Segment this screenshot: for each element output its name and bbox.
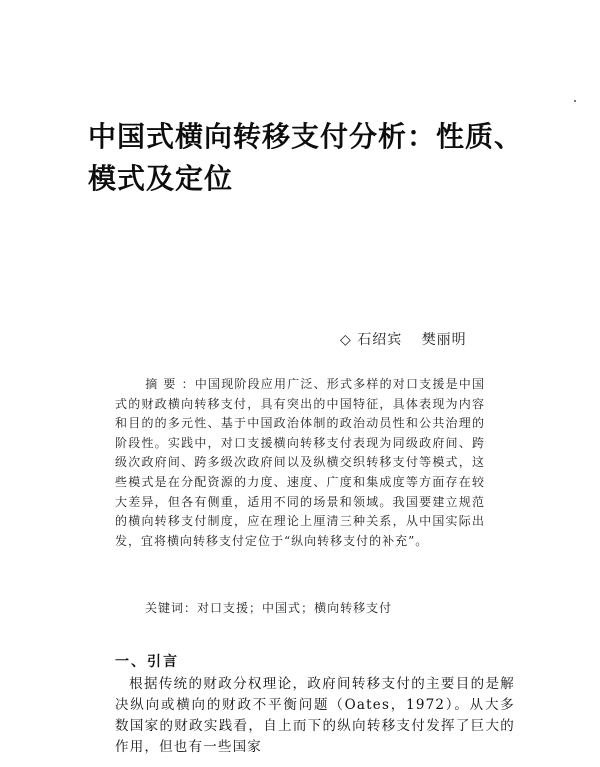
- abstract-text: 中国现阶段应用广泛、形式多样的对口支援是中国式的财政横向转移支付，具有突出的中国特征，具体表现为内容和目的的多元性、基于中国政治体制的政治动员性和公共治理的阶段性。实践中，对口支援横向转移支付表现为同级政府间、跨级次政府间、跨多级次政府间以及纵横交织转移支付等模式，这些模式是在分配资源的力度、速度、广度和集成度等方面存在较大差异，但各有侧重，适用不同的场景和领域。我国要建立规范的横向转移支付制度，应在理论上厘清三种关系，从中国实际出发，宜将横向转移支付定位于“纵向转移支付的补充”。: [115, 377, 485, 548]
- author-name: 樊丽明: [421, 332, 467, 348]
- author-marker: ◇: [340, 332, 352, 348]
- keywords: 关键词：对口支援；中国式；横向转移支付: [145, 601, 393, 615]
- keywords-label: 关键词：: [145, 601, 198, 615]
- section-heading: 一、引言: [115, 654, 179, 670]
- author-line: [340, 329, 467, 349]
- keyword: 对口支援: [197, 601, 250, 615]
- abstract-label: 摘要: [145, 377, 182, 391]
- keyword: 横向转移支付: [314, 601, 393, 615]
- author-name: 石绍宾: [357, 332, 403, 348]
- scan-speck: [574, 100, 576, 102]
- abstract: 摘要：中国现阶段应用广泛、形式多样的对口支援是中国式的财政横向转移支付，具有突出的中国特征，具体表现为内容和目的的多元性、基于中国政治体制的政治动员性和公共治理的阶段性。实践中，对口支援横向转移支付表现为同级政府间、跨级次政府间、跨多级次政府间以及纵横交织转移支付等模式，这些模式是在分配资源的力度、速度、广度和集成度等方面存在较大差异，但各有侧重，适用不同的场景和领域。我国要建立规范的横向转移支付制度，应在理论上厘清三种关系，从中国实际出发，宜将横向转移支付定位于“纵向转移支付的补充”。: [115, 377, 485, 548]
- body-paragraph: [115, 674, 515, 758]
- keyword: 中国式: [262, 601, 302, 615]
- article-title: 中国式横向转移支付分析：性质、模式及定位: [88, 120, 524, 195]
- body-text: 根据传统的财政分权理论，政府间转移支付的主要目的是解决纵向或横向的财政不平衡问题（Oates，1972）。从大多数国家的财政实践看，自上而下的纵向转移支付发挥了巨大的作用，但也有一些国家: [115, 676, 515, 755]
